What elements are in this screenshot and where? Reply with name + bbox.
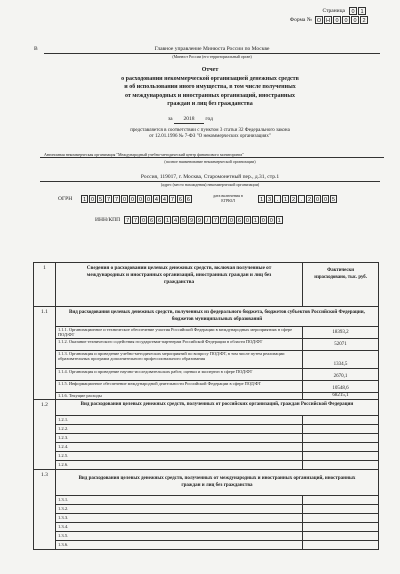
section-title: Вид расходования целевых денежных средств, полученных от российских организаций, граждан Российской Федерации — [55, 400, 378, 416]
egrul-date-label — [198, 193, 258, 203]
table-row — [34, 327, 379, 339]
ogrn-cell: 0 — [129, 195, 136, 203]
inn-cell: 4 — [172, 216, 179, 224]
table-row — [34, 381, 379, 393]
row-description: 1.1.4. Организация и проведение научно-исследовательских работ, оценки и экспертиз в сфере ПОД/ФТ — [55, 369, 302, 381]
expenditure-table — [33, 262, 379, 550]
row-amount — [303, 425, 379, 434]
row-amount: 1334,5 — [303, 351, 379, 369]
row-description: 1.1.3. Организация и проведение учебно-методических мероприятий по вопросу ПОД/ФТ, в том числе путем реализации образовательных программ дополнительного профессионального образования — [55, 351, 302, 369]
row-amount — [303, 416, 379, 425]
ogrn-cell: 0 — [137, 195, 144, 203]
inn-cell: 9 — [188, 216, 195, 224]
row-description: 1.2.4. — [55, 443, 302, 452]
row-amount: 18393,2 — [303, 327, 379, 339]
row-description: 1.2.6. — [55, 461, 302, 470]
column-amount-header: Фактически израсходовано, тыс. руб. — [303, 263, 379, 307]
row-description: 1.1.2. Оказание технического содействия государствам-партнерам Российской Федерации в области ПОД/ФТ — [55, 339, 302, 351]
section-header-row — [34, 470, 379, 496]
ogrn-cell: 6 — [185, 195, 192, 203]
row-amount — [303, 505, 379, 514]
ogrn-cell: 4 — [153, 195, 160, 203]
table-row — [34, 523, 379, 532]
table-row — [34, 369, 379, 381]
section-header-row — [34, 307, 379, 327]
ogrn-cell: 7 — [105, 195, 112, 203]
date-cell: 0 — [322, 195, 329, 203]
row-amount — [303, 461, 379, 470]
row-description: 1.2.5. — [55, 452, 302, 461]
date-cell: . — [274, 195, 281, 203]
table-row — [34, 461, 379, 470]
inn-kpp-label: ИНН/КПП — [95, 217, 121, 223]
report-title — [60, 66, 360, 109]
report-year: 2018 — [174, 116, 204, 124]
form-cell: О — [316, 18, 322, 24]
row-description: 1.3.5. — [55, 532, 302, 541]
date-cell: 0 — [314, 195, 321, 203]
ogrn-cell: 0 — [89, 195, 96, 203]
row-amount — [303, 443, 379, 452]
table-row — [34, 425, 379, 434]
row-amount: 10548,6 — [303, 381, 379, 393]
page-label: Страница — [322, 8, 345, 14]
ogrn-cell: 7 — [113, 195, 120, 203]
date-cell: 1 — [258, 195, 265, 203]
organization-address: Россия, 119017, г. Москва, Старомонетный пер., д.31, стр.1 — [40, 174, 380, 182]
report-year-line — [168, 116, 238, 124]
row-description: 1.2.2. — [55, 425, 302, 434]
table-row — [34, 514, 379, 523]
inn-cell: 7 — [212, 216, 219, 224]
ogrn-cell: 0 — [121, 195, 128, 203]
section-title: Вид расходования целевых денежных средств, полученных от международных и иностранных организаций, иностранных граждан и лиц без гражданства — [55, 470, 378, 496]
row-description: 1.1.5. Информационное обеспечение международной деятельности Российской Федерации в сфере ПОД/ФТ — [55, 381, 302, 393]
recipient-note: (Минюст России (его территориальный орган) — [172, 54, 252, 59]
row-amount — [303, 514, 379, 523]
egrul-date-label-line: дата включения в — [213, 193, 243, 198]
section-header-row — [34, 400, 379, 416]
row-amount — [303, 434, 379, 443]
egrul-date-cells — [258, 195, 338, 203]
title-line: и об использовании иного имущества, в том числе полученных — [124, 84, 296, 90]
section-number: 1.1 — [34, 307, 56, 400]
form-cell: Н — [324, 16, 332, 24]
inn-cell: 6 — [156, 216, 163, 224]
inn-cell: / — [204, 216, 211, 224]
date-cell: 3 — [266, 195, 273, 203]
ogrn-cells — [81, 195, 193, 203]
row-description: 1.1.6. Текущие расходы — [55, 393, 302, 400]
inn-cell: 0 — [140, 216, 147, 224]
ogrn-cell: 1 — [81, 195, 88, 203]
page-cell: 1 — [358, 7, 366, 15]
table-row — [34, 532, 379, 541]
inn-cell: 0 — [268, 216, 275, 224]
ogrn-cell: 7 — [169, 195, 176, 203]
form-number-cells — [315, 16, 369, 24]
date-cell: 2 — [290, 195, 297, 203]
row-description: 1.3.6. — [55, 541, 302, 550]
basis-line: от 12.01.1996 № 7-ФЗ "О некоммерческих организациях" — [149, 134, 271, 139]
inn-kpp-cells — [124, 216, 284, 224]
page-cell: 0 — [349, 7, 357, 15]
row-description: 1.2.1. — [55, 416, 302, 425]
form-cell: 0 — [342, 16, 350, 24]
table-row — [34, 351, 379, 369]
ogrn-cell: 5 — [97, 195, 104, 203]
recipient-prefix: В — [34, 46, 38, 52]
inn-cell: 7 — [220, 216, 227, 224]
row-amount — [303, 541, 379, 550]
row-amount: 68215,1 — [303, 393, 379, 400]
column-number-header: 1 — [34, 263, 56, 307]
form-cell: 0 — [351, 16, 359, 24]
table-row — [34, 393, 379, 400]
inn-cell: 9 — [196, 216, 203, 224]
row-amount — [303, 452, 379, 461]
row-description: 1.3.4. — [55, 523, 302, 532]
form-label: Форма № — [289, 17, 312, 23]
inn-cell: 7 — [124, 216, 131, 224]
row-description: 1.3.3. — [55, 514, 302, 523]
form-cell: 0 — [333, 16, 341, 24]
table-row — [34, 541, 379, 550]
inn-cell: 5 — [180, 216, 187, 224]
row-amount: 2670,1 — [303, 369, 379, 381]
title-line: Отчет — [201, 67, 219, 73]
ogrn-label: ОГРН — [58, 196, 73, 202]
recipient-name: Главное управление Минюста России по Москве — [44, 46, 380, 54]
title-line: от международных и иностранных организаций, иностранных — [124, 92, 296, 99]
row-amount — [303, 523, 379, 532]
inn-cell: 1 — [276, 216, 283, 224]
table-row — [34, 443, 379, 452]
inn-cell: 1 — [252, 216, 259, 224]
table-row — [34, 496, 379, 505]
organization-name-note: (полное наименование некоммерческой организации) — [164, 159, 256, 164]
inn-cell: 7 — [132, 216, 139, 224]
section-number: 1.2 — [34, 400, 56, 470]
year-suffix: год — [205, 116, 213, 122]
organization-name: Автономная некоммерческая организация "Международный учебно-методический центр финансового мониторинга" — [40, 152, 384, 158]
page-number-cells — [349, 7, 367, 15]
row-amount — [303, 532, 379, 541]
date-cell: . — [298, 195, 305, 203]
egrul-date-label-line: ЕГРЮЛ — [221, 198, 235, 203]
title-line: граждан и лиц без гражданства — [167, 101, 253, 107]
basis-line: представляется в соответствии с пунктом 3 статьи 32 Федерального закона — [130, 128, 290, 133]
table-row — [34, 416, 379, 425]
row-description: 1.3.1. — [55, 496, 302, 505]
ogrn-cell: 0 — [145, 195, 152, 203]
year-prefix: за — [168, 116, 173, 122]
date-cell: 5 — [330, 195, 337, 203]
legal-basis — [60, 128, 360, 140]
inn-cell: 6 — [148, 216, 155, 224]
inn-cell: 0 — [244, 216, 251, 224]
table-row — [34, 452, 379, 461]
section-title: Вид расходования целевых денежных средств, полученных из федерального бюджета, бюджетов субъектов Российской Федерации, бюджетов муниципальных образований — [55, 307, 378, 327]
ogrn-cell: 6 — [177, 195, 184, 203]
row-amount: 52071 — [303, 339, 379, 351]
section-number: 1.3 — [34, 470, 56, 550]
title-line: о расходовании некоммерческой организацией денежных средств — [121, 75, 299, 82]
table-row — [34, 339, 379, 351]
inn-cell: 1 — [164, 216, 171, 224]
row-description: 1.3.2. — [55, 505, 302, 514]
ogrn-cell: 4 — [161, 195, 168, 203]
table-header-row — [34, 263, 379, 307]
table-row — [34, 505, 379, 514]
form-cell: 2 — [360, 16, 368, 24]
inn-cell: 0 — [228, 216, 235, 224]
inn-cell: 6 — [236, 216, 243, 224]
date-cell: 1 — [282, 195, 289, 203]
row-description: 1.2.3. — [55, 434, 302, 443]
table-row — [34, 434, 379, 443]
row-description: 1.1.1. Организационное и техническое обеспечение участия Российской Федерации в международных мероприятиях в сфере ПОД/ФТ — [55, 327, 302, 339]
date-cell: 2 — [306, 195, 313, 203]
organization-address-note: (адрес (место нахождения) некоммерческой организации) — [160, 182, 260, 187]
inn-cell: 0 — [260, 216, 267, 224]
column-description-header: Сведения о расходовании целевых денежных средств, включая полученные от международных и иностранных организаций, иностранных граждан и лиц без гражданства — [55, 263, 302, 307]
row-amount — [303, 496, 379, 505]
